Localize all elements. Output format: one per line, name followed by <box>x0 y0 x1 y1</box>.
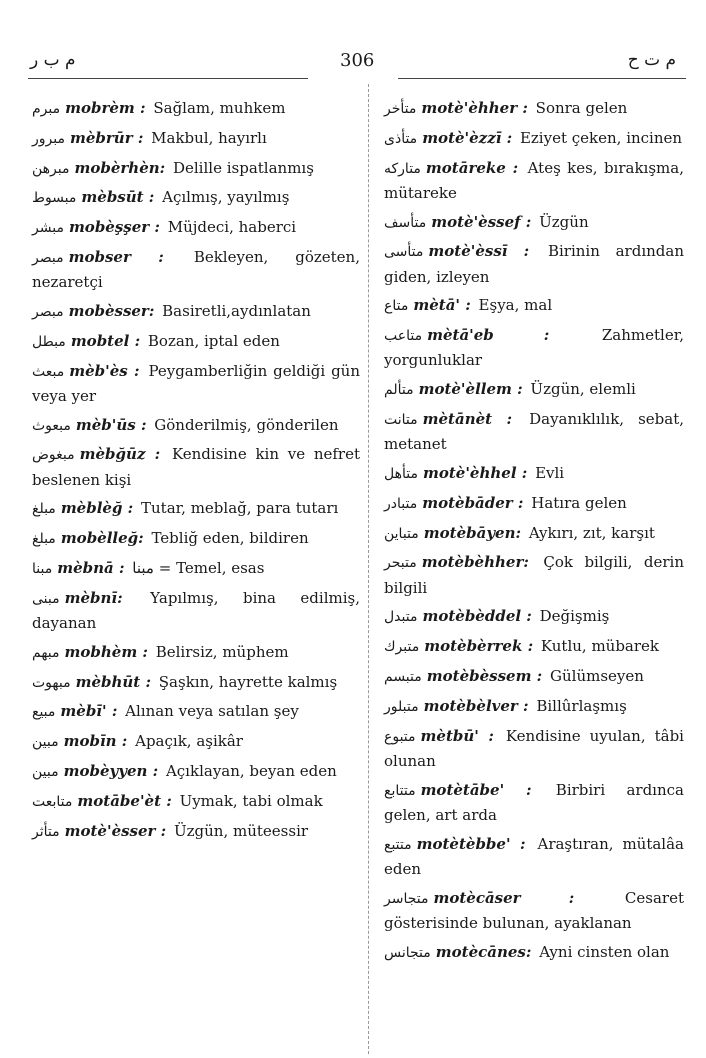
arabic-term: مبعوث <box>32 417 71 434</box>
dictionary-entry <box>384 521 684 546</box>
arabic-term: متتبع <box>384 836 412 853</box>
arabic-term: مبهم <box>32 644 60 661</box>
definition: Kutlu, mübarek <box>540 637 660 656</box>
header-rule-left <box>28 78 308 79</box>
dictionary-entry <box>32 413 360 438</box>
definition: Basiretli,aydınlatan <box>162 301 311 320</box>
headword: mobèşşer : <box>68 218 160 237</box>
dictionary-entry <box>32 670 360 695</box>
headword: mobèsser: <box>68 301 155 320</box>
dictionary-entry <box>32 359 360 408</box>
headword: motèbèlver : <box>423 696 529 715</box>
arabic-term: مبصر <box>32 249 64 266</box>
headword: mètā'eb : <box>427 326 550 345</box>
arabic-term: مبرور <box>32 130 65 147</box>
arabic-term: متتابع <box>384 782 416 799</box>
headword: mèbsūt : <box>81 188 155 207</box>
headword: motèbèhher: <box>421 553 529 572</box>
arabic-term: متأخر <box>384 101 417 117</box>
dictionary-entry <box>32 586 360 635</box>
arabic-term: مبين <box>32 734 59 751</box>
dictionary-entry <box>384 886 684 935</box>
headword: mèblèğ : <box>60 499 134 518</box>
headword: motètèbbe' : <box>416 834 526 853</box>
arabic-term: مبصر <box>32 303 64 320</box>
dictionary-entry <box>32 819 360 844</box>
definition: Hatıra gelen <box>531 493 627 512</box>
dictionary-entry <box>32 245 360 294</box>
header-right-letters: م ت ح <box>627 50 676 70</box>
definition: Bekleyen, gözeten, nezaretçi <box>32 247 360 292</box>
definition: Sağlam, muhkem <box>153 99 286 117</box>
dictionary-entry <box>384 407 684 456</box>
arabic-term: متأثر <box>32 823 60 840</box>
definition: Zahmetler, yorgunluklar <box>384 326 684 370</box>
definition: Birbiri ardınca gelen, art arda <box>384 780 684 824</box>
dictionary-entry <box>384 634 684 659</box>
dictionary-entry <box>384 491 684 516</box>
headword: motè'èhher : <box>421 99 528 117</box>
arabic-term: مبلغ <box>32 531 56 548</box>
arabic-term: متبوع <box>384 728 416 745</box>
dictionary-entry <box>32 215 360 240</box>
definition: Dayanıklılık, sebat, metanet <box>384 409 684 454</box>
header-rule-right <box>398 78 686 79</box>
headword: motè'èllem : <box>418 380 523 399</box>
headword: mobser : <box>68 247 164 266</box>
arabic-term: مبيع <box>32 704 56 721</box>
dictionary-entry <box>32 185 360 210</box>
headword: motèbèssem : <box>426 666 543 685</box>
headword: mobhèm : <box>64 642 148 661</box>
definition: Sonra gelen <box>535 99 628 117</box>
dictionary-entry <box>384 778 684 827</box>
arabic-term: متأهل <box>384 465 418 482</box>
headword: motèbèrrek : <box>424 637 534 656</box>
dictionary-entry <box>32 496 360 521</box>
headword: mobèyyen : <box>63 761 159 780</box>
definition: Üzgün <box>539 212 589 231</box>
definition: Birinin ardından giden, izleyen <box>384 242 684 286</box>
headword: motè'èssef : <box>431 212 532 231</box>
arabic-term: متجانس <box>384 944 431 961</box>
dictionary-entry <box>32 526 360 551</box>
headword: motècānes: <box>435 942 532 961</box>
dictionary-entry <box>32 442 360 491</box>
definition: Peygamberliğin geldiği gün veya yer <box>32 361 360 405</box>
definition: Tutar, meblağ, para tutarı <box>141 499 339 518</box>
headword: motècāser : <box>433 888 575 907</box>
column-divider <box>368 84 369 1054</box>
dictionary-entry <box>32 759 360 784</box>
definition: Değişmiş <box>539 607 610 626</box>
definition: Çok bilgili, derin bilgili <box>384 553 684 597</box>
arabic-term: متانت <box>384 411 418 428</box>
headword: mèb'ès : <box>69 361 140 380</box>
dictionary-entry <box>32 126 360 151</box>
headword: mèbğūz : <box>79 445 161 464</box>
definition: Araştıran, mütalâa eden <box>384 834 684 878</box>
header-left-letters: م ب ر <box>30 50 76 70</box>
definition: Üzgün, müteessir <box>174 821 309 840</box>
definition: Şaşkın, hayrette kalmış <box>158 672 338 691</box>
dictionary-entry <box>32 729 360 754</box>
headword: mèbnī: <box>64 588 123 607</box>
arabic-term: متاعب <box>384 328 423 345</box>
dictionary-entry <box>384 210 684 235</box>
arabic-term: متبدل <box>384 609 418 626</box>
headword: motèbèddel : <box>422 607 532 626</box>
arabic-term: متأسف <box>384 214 427 231</box>
definition: Apaçık, aşikâr <box>135 732 243 751</box>
definition: Delille ispatlanmış <box>172 158 314 177</box>
headword: motāreke : <box>425 158 519 177</box>
definition: Bozan, iptal eden <box>147 331 280 350</box>
definition: Makbul, hayırlı <box>151 128 267 147</box>
arabic-term: مبرم <box>32 101 61 117</box>
arabic-term: متأذى <box>384 130 418 147</box>
dictionary-entry <box>32 329 360 354</box>
arabic-term: مبهوت <box>32 674 71 691</box>
definition: Evli <box>535 463 565 482</box>
dictionary-entry <box>384 664 684 689</box>
arabic-term: متألم <box>384 382 414 399</box>
dictionary-entry <box>384 293 684 318</box>
headword: mèbrūr : <box>69 128 144 147</box>
dictionary-entry <box>384 694 684 719</box>
dictionary-entry <box>384 832 684 881</box>
definition: Gönderilmiş, gönderilen <box>154 415 339 434</box>
headword: mètānèt : <box>422 409 513 428</box>
definition: Tebliğ eden, bildiren <box>151 529 309 548</box>
headword: mobèlleğ: <box>60 529 144 548</box>
definition: مبنا = Temel, esas <box>132 558 265 577</box>
definition: Kendisine kin ve nefret beslenen kişi <box>32 445 360 489</box>
arabic-term: متبرك <box>384 639 420 656</box>
arabic-term: مبغوض <box>32 447 75 464</box>
definition: Billûrlaşmış <box>536 696 627 715</box>
arabic-term: متاع <box>384 298 409 315</box>
arabic-term: متارکه <box>384 160 421 177</box>
definition: Cesaret gösterisinde bulunan, ayaklanan <box>384 888 684 932</box>
arabic-term: مبعث <box>32 363 65 380</box>
definition: Açılmış, yayılmış <box>162 188 290 207</box>
dictionary-entry <box>384 940 684 965</box>
definition: Yapılmış, bina edilmiş, dayanan <box>32 588 360 632</box>
definition: Uymak, tabi olmak <box>179 791 323 810</box>
definition: Açıklayan, beyan eden <box>165 761 337 780</box>
dictionary-entry <box>384 550 684 599</box>
arabic-term: مبطل <box>32 333 66 350</box>
dictionary-entry <box>32 789 360 814</box>
headword: motètābe' : <box>420 780 532 799</box>
definition: Ayni cinsten olan <box>539 942 670 961</box>
arabic-term: متأسى <box>384 244 424 261</box>
dictionary-entry <box>32 556 360 581</box>
dictionary-entry <box>32 640 360 665</box>
dictionary-entry <box>384 604 684 629</box>
headword: motè'èhhel : <box>422 463 528 482</box>
definition: Aykırı, zıt, karşıt <box>528 523 655 542</box>
headword: motè'èssī : <box>428 242 530 261</box>
headword: mèbnā : <box>57 558 125 577</box>
arabic-term: مبلغ <box>32 501 56 518</box>
right-column <box>384 96 684 969</box>
headword: mobrèm : <box>65 99 146 117</box>
headword: mobtel : <box>70 331 141 350</box>
definition: Müjdeci, haberci <box>167 218 297 237</box>
dictionary-entry <box>384 96 684 121</box>
definition: Eşya, mal <box>478 296 553 315</box>
definition: Kendisine uyulan, tâbi olunan <box>384 726 684 770</box>
dictionary-entry <box>384 323 684 372</box>
headword: motābe'èt : <box>77 791 172 810</box>
arabic-term: متباين <box>384 525 419 542</box>
headword: mètā' : <box>413 296 471 315</box>
headword: mètbū' : <box>420 726 494 745</box>
left-column <box>32 96 360 848</box>
arabic-term: متبادر <box>384 495 418 512</box>
headword: mobīn : <box>63 732 128 751</box>
arabic-term: مبسوط <box>32 190 77 207</box>
definition: Alınan veya satılan şey <box>125 702 299 721</box>
arabic-term: متبلور <box>384 698 419 715</box>
definition: Belirsiz, müphem <box>155 642 289 661</box>
headword: mèb'ūs : <box>75 415 147 434</box>
definition: Eziyet çeken, incinen <box>519 128 683 147</box>
arabic-term: مبشر <box>32 220 64 237</box>
definition: Ateş kes, bırakışma, mütareke <box>384 158 684 202</box>
dictionary-entry <box>384 461 684 486</box>
definition: Gülümseyen <box>550 666 644 685</box>
definition: Üzgün, elemli <box>530 380 636 399</box>
dictionary-entry <box>384 377 684 402</box>
dictionary-entry <box>384 724 684 773</box>
headword: motèbāder : <box>422 493 524 512</box>
headword: mobèrhèn: <box>74 158 166 177</box>
dictionary-entry <box>384 156 684 205</box>
dictionary-entry <box>384 126 684 151</box>
arabic-term: متجاسر <box>384 890 429 907</box>
headword: motèbāyen: <box>423 523 522 542</box>
arabic-term: متبحر <box>384 555 417 572</box>
arabic-term: متبسم <box>384 668 422 685</box>
headword: motè'èzzī : <box>422 128 513 147</box>
dictionary-entry <box>32 156 360 181</box>
arabic-term: مبنا <box>32 560 53 577</box>
arabic-term: مبنى <box>32 590 60 607</box>
headword: mèbī' : <box>60 702 118 721</box>
arabic-term: مبين <box>32 763 59 780</box>
headword: mèbhūt : <box>75 672 151 691</box>
dictionary-entry <box>384 239 684 288</box>
page-number: 306 <box>340 50 375 71</box>
dictionary-entry <box>32 699 360 724</box>
headword: motè'èsser : <box>64 821 167 840</box>
dictionary-entry <box>32 299 360 324</box>
arabic-term: متابعت <box>32 793 73 810</box>
dictionary-entry <box>32 96 360 121</box>
arabic-term: مبرهن <box>32 160 70 177</box>
